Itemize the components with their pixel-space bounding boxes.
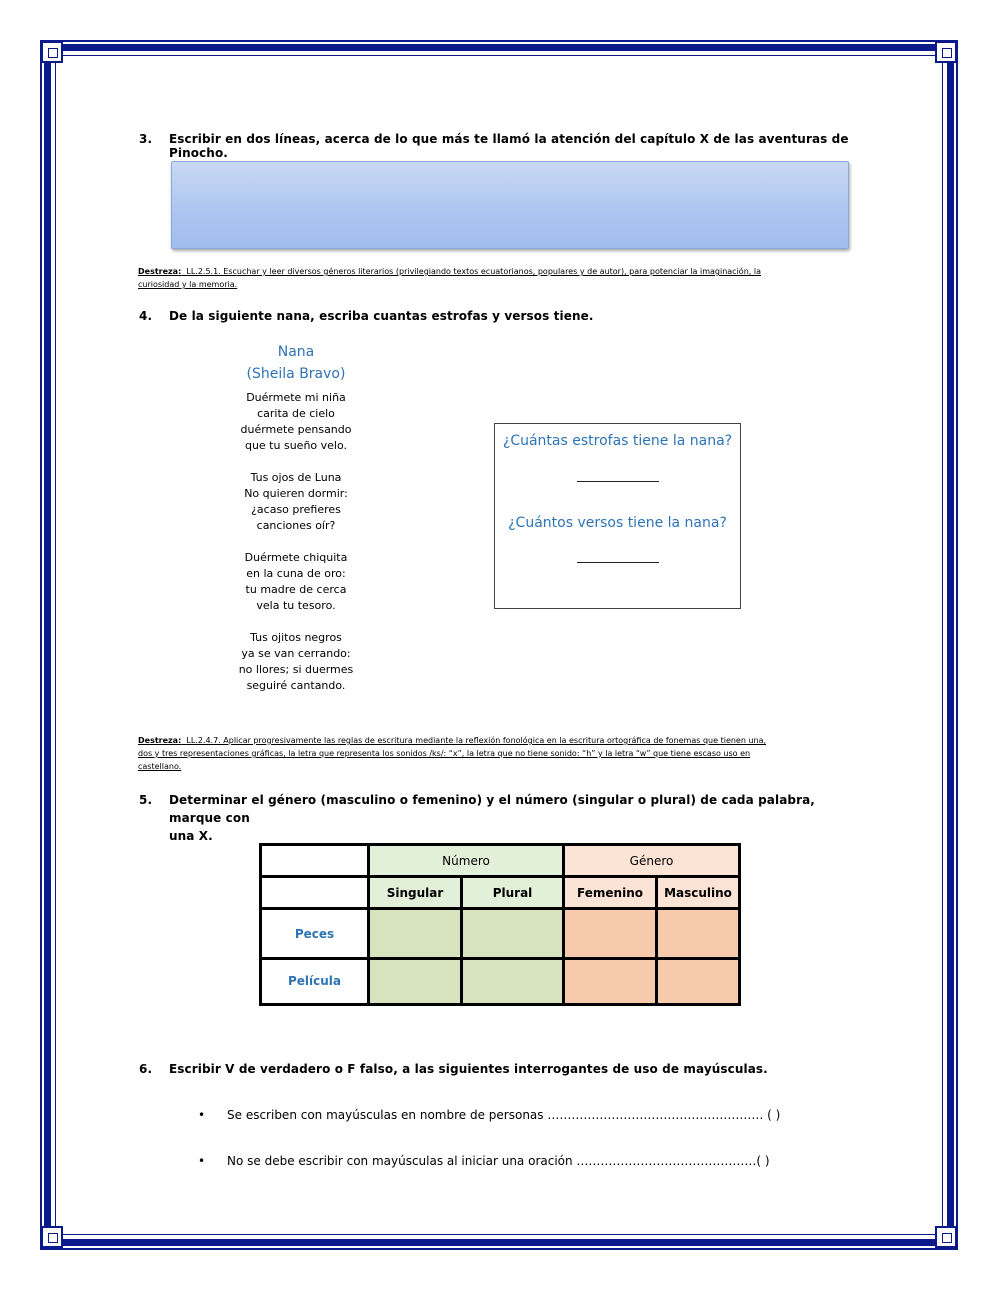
statement-text: Se escriben con mayúsculas en nombre de personas ……………………………………………… ( ): [227, 1108, 781, 1122]
question-text: De la siguiente nana, escriba cuantas estrofas y versos tiene.: [169, 309, 594, 323]
header-genero: Género: [564, 845, 740, 877]
col-plural: Plural: [462, 877, 564, 909]
table-row: [261, 909, 740, 958]
gender-number-table: [259, 843, 741, 1006]
question-text-line: una X.: [169, 829, 213, 843]
answer-cell-masculino[interactable]: [657, 958, 740, 1004]
answer-cell-masculino[interactable]: [657, 909, 740, 958]
poem-verse: Duérmete mi niña: [246, 391, 346, 404]
corner-ornament: [935, 41, 957, 63]
poem-verse: ¿acaso prefieres: [251, 503, 341, 516]
poem-verse: duérmete pensando: [240, 423, 352, 436]
answer-input-box[interactable]: [171, 161, 849, 249]
poem-verse: canciones oír?: [256, 519, 336, 532]
estrofas-answer-blank[interactable]: [577, 481, 659, 482]
destreza-text: LL.2.4.7. Aplicar progresivamente las reglas de escritura mediante la reflexión fonológica en la escritura ortográfica de fonemas que tienen una,: [186, 736, 767, 745]
poem-verse: carita de cielo: [257, 407, 335, 420]
row-label-peces: Peces: [261, 909, 369, 958]
question-6: [139, 1062, 839, 1078]
estrofas-question: ¿Cuántas estrofas tiene la nana?: [502, 433, 733, 449]
poem-verse: ya se van cerrando:: [241, 647, 351, 660]
question-number: 3.: [139, 132, 153, 146]
statement-text: No se debe escribir con mayúsculas al iniciar una oración ………………………………………( ): [227, 1154, 770, 1168]
col-masculino: Masculino: [657, 877, 740, 909]
question-text: Escribir en dos líneas, acerca de lo que más te llamó la atención del capítulo X de las aventuras de Pinocho.: [169, 132, 849, 160]
question-3: [139, 132, 879, 160]
destreza-note-2: [138, 734, 850, 773]
question-5: [139, 791, 839, 843]
versos-question: ¿Cuántos versos tiene la nana?: [508, 515, 727, 531]
poem-author: (Sheila Bravo): [246, 366, 346, 382]
destreza-label: Destreza:: [138, 736, 182, 745]
table-row: [261, 958, 740, 1004]
poem-verse: en la cuna de oro:: [246, 567, 346, 580]
question-box: [494, 423, 741, 609]
corner-ornament: [935, 1226, 957, 1248]
corner-ornament: [41, 41, 63, 63]
table-empty-cell: [261, 845, 369, 877]
poem-verse: tu madre de cerca: [245, 583, 347, 596]
table-empty-cell: [261, 877, 369, 909]
poem-verse: que tu sueño velo.: [244, 439, 348, 452]
destreza-text: castellano.: [138, 762, 182, 771]
row-label-pelicula: Película: [261, 958, 369, 1004]
poem-stanza: [226, 470, 366, 534]
destreza-text: curiosidad y la memoria.: [138, 280, 238, 289]
corner-ornament: [41, 1226, 63, 1248]
destreza-label: Destreza:: [138, 267, 182, 276]
bullet-icon: •: [198, 1154, 206, 1168]
question-number: 4.: [139, 309, 153, 323]
poem-verse: Tus ojos de Luna: [250, 471, 342, 484]
poem-stanza: [226, 630, 366, 694]
answer-cell-femenino[interactable]: [564, 909, 657, 958]
poem-verse: Duérmete chiquita: [244, 551, 348, 564]
poem-stanza: [226, 550, 366, 614]
poem-verse: No quieren dormir:: [244, 487, 348, 500]
col-singular: Singular: [369, 877, 462, 909]
poem-verse: no llores; si duermes: [238, 663, 354, 676]
answer-cell-singular[interactable]: [369, 909, 462, 958]
poem-verse: vela tu tesoro.: [256, 599, 336, 612]
answer-cell-singular[interactable]: [369, 958, 462, 1004]
versos-answer-blank[interactable]: [577, 562, 659, 563]
answer-cell-plural[interactable]: [462, 909, 564, 958]
poem-verse: Tus ojitos negros: [250, 631, 342, 644]
header-numero: Número: [369, 845, 564, 877]
question-text: [169, 791, 859, 845]
list-item: [198, 1108, 798, 1124]
poem-title: Nana: [277, 344, 315, 360]
destreza-text: dos y tres representaciones gráficas, la letra que representa los sonidos /ks/: “x”, la letra que no tiene sonido: “h” y la letra “w” que tiene escaso uso en: [138, 749, 751, 758]
question-4: [139, 309, 839, 325]
poem-stanza: [226, 390, 366, 454]
list-item: [198, 1154, 798, 1170]
question-number: 5.: [139, 793, 153, 807]
question-text: Escribir V de verdadero o F falso, a las siguientes interrogantes de uso de mayúsculas.: [169, 1062, 768, 1076]
destreza-text: LL.2.5.1. Escuchar y leer diversos géneros literarios (privilegiando textos ecuatorianos, populares y de autor), para potenciar la imaginación, la: [186, 267, 761, 276]
answer-cell-femenino[interactable]: [564, 958, 657, 1004]
question-number: 6.: [139, 1062, 153, 1076]
bullet-icon: •: [198, 1108, 206, 1122]
destreza-note-1: [138, 265, 838, 291]
col-femenino: Femenino: [564, 877, 657, 909]
answer-cell-plural[interactable]: [462, 958, 564, 1004]
poem-verse: seguiré cantando.: [246, 679, 346, 692]
question-text-line: Determinar el género (masculino o femenino) y el número (singular o plural) de cada palabra, marque con: [169, 793, 815, 825]
poem-body: [226, 390, 366, 710]
